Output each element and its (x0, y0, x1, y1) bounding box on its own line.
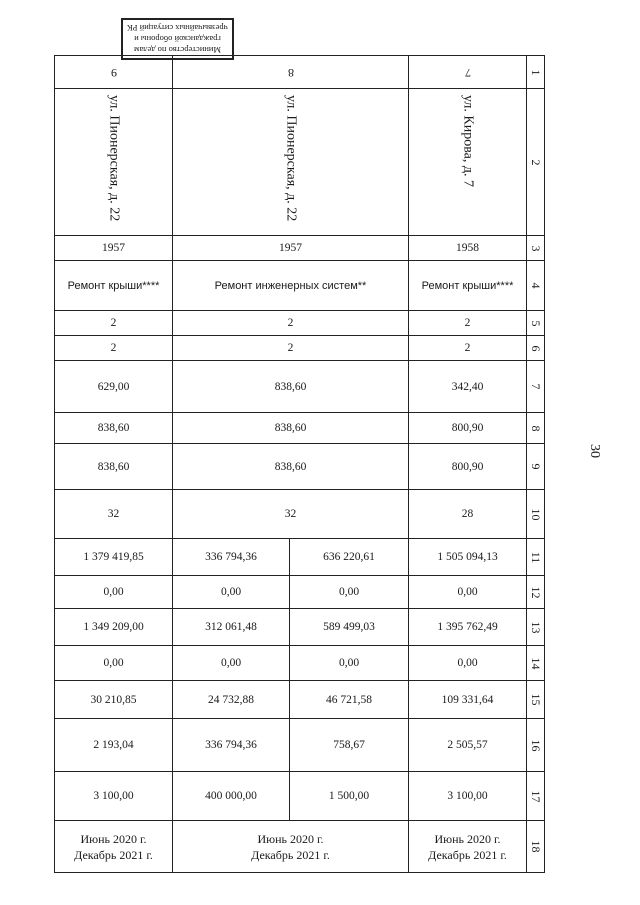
table-cell: 0,00 (173, 576, 290, 609)
column-number-7: 7 (409, 56, 527, 89)
stamp-line: Министерство по делам (134, 45, 221, 55)
table-row (55, 609, 545, 646)
table-row (55, 444, 545, 490)
table-cell: 2 (409, 336, 527, 361)
address-cell: ул. Кирова, д. 7 (409, 89, 527, 236)
table-cell: Ремонт крыши**** (409, 261, 527, 311)
row-number: 8 (527, 413, 545, 444)
stamp-line: чрезвычайных ситуаций РК (127, 23, 228, 33)
row-number: 6 (527, 336, 545, 361)
table-cell: 1 500,00 (290, 772, 409, 821)
table-cell: 400 000,00 (173, 772, 290, 821)
table-cell: 636 220,61 (290, 539, 409, 576)
table-cell: 24 732,88 (173, 681, 290, 719)
table-cell: 46 721,58 (290, 681, 409, 719)
table-cell: 838,60 (55, 444, 173, 490)
table-cell: 2 193,04 (55, 719, 173, 772)
table-row (55, 56, 545, 89)
column-number-9: 9 (55, 56, 173, 89)
table-row (55, 89, 545, 236)
table-cell: 800,90 (409, 413, 527, 444)
table-row (55, 361, 545, 413)
table-cell: 32 (55, 490, 173, 539)
row-number: 14 (527, 646, 545, 681)
table-row (55, 539, 545, 576)
table-cell: 0,00 (409, 646, 527, 681)
table-cell: 2 (55, 311, 173, 336)
table-cell: 838,60 (173, 413, 409, 444)
table-cell: 800,90 (409, 444, 527, 490)
table-row (55, 261, 545, 311)
address-cell: ул. Пионерская, д. 22 (173, 89, 409, 236)
table-cell: Ремонт инженерных систем** (173, 261, 409, 311)
table-cell: 838,60 (173, 444, 409, 490)
row-number: 17 (527, 772, 545, 821)
table-row (55, 413, 545, 444)
table-cell: 2 (173, 336, 409, 361)
table-cell: 336 794,36 (173, 539, 290, 576)
table-row (55, 821, 545, 873)
table-cell: 838,60 (55, 413, 173, 444)
address-cell: ул. Пионерская, д. 22 (55, 89, 173, 236)
page-number: 30 (587, 444, 602, 458)
table-cell: 758,67 (290, 719, 409, 772)
row-number: 12 (527, 576, 545, 609)
table-row (55, 772, 545, 821)
table-row (55, 236, 545, 261)
row-number: 18 (527, 821, 545, 873)
table-cell: 1 379 419,85 (55, 539, 173, 576)
table-cell: 0,00 (173, 646, 290, 681)
column-number-8: 8 (173, 56, 409, 89)
table-row (55, 576, 545, 609)
table-cell: 336 794,36 (173, 719, 290, 772)
table-cell: 838,60 (173, 361, 409, 413)
table-cell: 629,00 (55, 361, 173, 413)
date-cell: Июнь 2020 г. Декабрь 2021 г. (409, 821, 527, 873)
row-number: 4 (527, 261, 545, 311)
table-cell: 0,00 (55, 646, 173, 681)
table-cell: 109 331,64 (409, 681, 527, 719)
row-number: 11 (527, 539, 545, 576)
row-number: 3 (527, 236, 545, 261)
table-cell: 3 100,00 (55, 772, 173, 821)
table-cell: 0,00 (409, 576, 527, 609)
row-number: 1 (527, 56, 545, 89)
table-row (55, 336, 545, 361)
table-row (55, 646, 545, 681)
table-cell: 1957 (173, 236, 409, 261)
row-number: 2 (527, 89, 545, 236)
row-number: 13 (527, 609, 545, 646)
table-cell: 0,00 (55, 576, 173, 609)
row-number: 9 (527, 444, 545, 490)
date-cell: Июнь 2020 г. Декабрь 2021 г. (173, 821, 409, 873)
table-row (55, 719, 545, 772)
row-number: 16 (527, 719, 545, 772)
table-cell: Ремонт крыши**** (55, 261, 173, 311)
table-cell: 312 061,48 (173, 609, 290, 646)
table-row (55, 311, 545, 336)
table-cell: 1957 (55, 236, 173, 261)
table-row (55, 681, 545, 719)
row-number: 10 (527, 490, 545, 539)
table-cell: 342,40 (409, 361, 527, 413)
table-cell: 1 395 762,49 (409, 609, 527, 646)
row-number: 15 (527, 681, 545, 719)
row-number: 5 (527, 311, 545, 336)
row-number: 7 (527, 361, 545, 413)
table-cell: 1958 (409, 236, 527, 261)
table-cell: 0,00 (290, 646, 409, 681)
table-cell: 2 (173, 311, 409, 336)
table-row (55, 490, 545, 539)
table-cell: 3 100,00 (409, 772, 527, 821)
approval-stamp (121, 18, 234, 60)
stamp-line: гражданской обороны и (134, 34, 221, 44)
date-cell: Июнь 2020 г. Декабрь 2021 г. (55, 821, 173, 873)
table-cell: 2 (55, 336, 173, 361)
table-cell: 2 505,57 (409, 719, 527, 772)
table-cell: 28 (409, 490, 527, 539)
table-cell: 1 505 094,13 (409, 539, 527, 576)
table-cell: 0,00 (290, 576, 409, 609)
table-cell: 2 (409, 311, 527, 336)
table-cell: 1 349 209,00 (55, 609, 173, 646)
table-cell: 589 499,03 (290, 609, 409, 646)
table-cell: 30 210,85 (55, 681, 173, 719)
housing-repair-table (54, 55, 545, 873)
table-cell: 32 (173, 490, 409, 539)
